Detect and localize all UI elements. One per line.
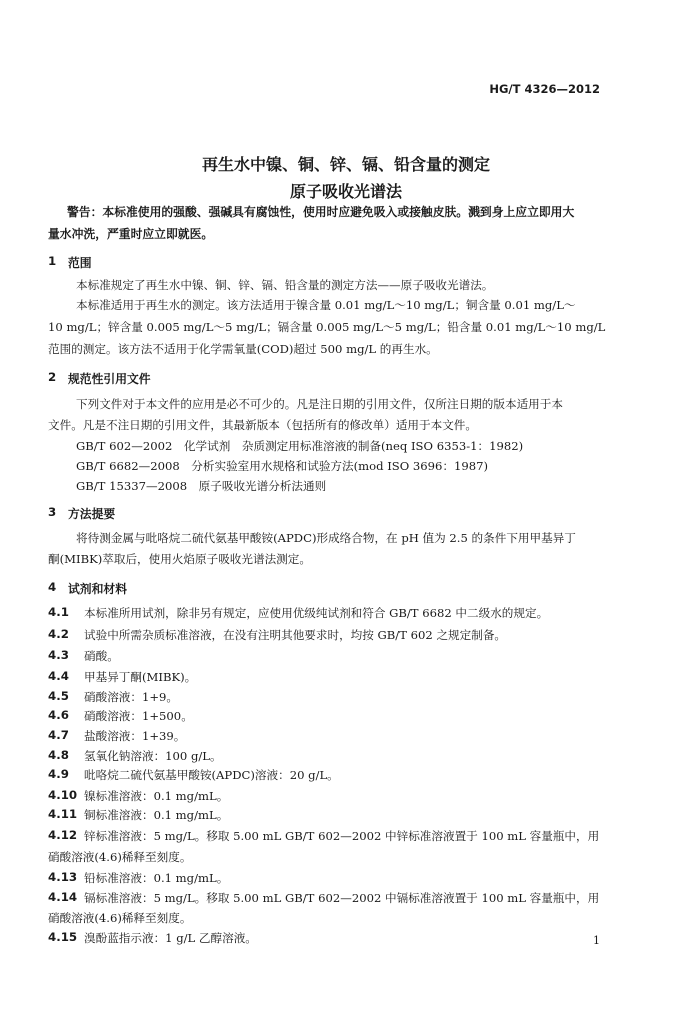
clause-number: 4.2 xyxy=(48,627,69,641)
standard-code: HG/T 4326—2012 xyxy=(489,82,600,96)
clause-number: 4.14 xyxy=(48,890,78,904)
clause-number: 4.13 xyxy=(48,870,78,884)
clause-text: 铅标准溶液：0.1 mg/mL。 xyxy=(84,871,229,885)
clause-text: 硝酸溶液：1+500。 xyxy=(84,709,193,723)
clause-text: 镍标准溶液：0.1 mg/mL。 xyxy=(84,789,229,803)
document-title: 再生水中镍、铜、锌、镉、铅含量的测定 xyxy=(201,155,490,174)
clause-number: 4.1 xyxy=(48,605,69,619)
section-4-number: 4 xyxy=(48,580,57,594)
clause-text: 试验中所需杂质标准溶液，在没有注明其他要求时，均按 GB/T 602 之规定制备。 xyxy=(84,628,507,642)
clause-text-continued: 硝酸溶液(4.6)稀释至刻度。 xyxy=(48,850,192,864)
section-1-paragraph: 范围的测定。该方法不适用于化学需氧量(COD)超过 500 mg/L 的再生水。 xyxy=(48,342,438,356)
section-2-paragraph: 文件。凡是不注日期的引用文件，其最新版本（包括所有的修改单）适用于本文件。 xyxy=(48,418,477,432)
clause-text: 氢氧化钠溶液：100 g/L。 xyxy=(84,749,222,763)
clause-text: 铜标准溶液：0.1 mg/mL。 xyxy=(84,808,229,822)
section-3-paragraph: 将待测金属与吡咯烷二硫代氨基甲酸铵(APDC)形成络合物，在 pH 值为 2.5 的条件下用甲基异丁 xyxy=(76,531,576,545)
section-3-heading: 方法提要 xyxy=(68,507,116,521)
page-number: 1 xyxy=(593,934,600,947)
section-1-paragraph: 10 mg/L；锌含量 0.005 mg/L～5 mg/L；镉含量 0.005 mg/L～5 mg/L；铅含量 0.01 mg/L～10 mg/L xyxy=(48,320,606,334)
section-1-number: 1 xyxy=(48,254,57,268)
section-3-paragraph: 酮(MIBK)萃取后，使用火焰原子吸收光谱法测定。 xyxy=(48,552,311,566)
clause-text: 盐酸溶液：1+39。 xyxy=(84,729,186,743)
clause-number: 4.12 xyxy=(48,828,78,842)
section-1-heading: 范围 xyxy=(68,256,92,270)
clause-text: 硝酸。 xyxy=(84,649,119,663)
clause-number: 4.10 xyxy=(48,788,78,802)
normative-reference: GB/T 6682—2008 分析实验室用水规格和试验方法(mod ISO 3696：1987) xyxy=(76,459,489,473)
clause-text: 锌标准溶液：5 mg/L。移取 5.00 mL GB/T 602—2002 中锌标准溶液置于 100 mL 容量瓶中，用 xyxy=(84,829,600,843)
normative-reference: GB/T 602—2002 化学试剂 杂质测定用标准溶液的制备(neq ISO 6353-1：1982) xyxy=(76,439,524,453)
clause-text: 镉标准溶液：5 mg/L。移取 5.00 mL GB/T 602—2002 中镉标准溶液置于 100 mL 容量瓶中，用 xyxy=(84,891,600,905)
section-2-heading: 规范性引用文件 xyxy=(68,372,151,386)
clause-text: 吡咯烷二硫代氨基甲酸铵(APDC)溶液：20 g/L。 xyxy=(84,768,339,782)
clause-number: 4.15 xyxy=(48,930,78,944)
clause-number: 4.7 xyxy=(48,728,69,742)
clause-number: 4.5 xyxy=(48,689,69,703)
section-1-paragraph: 本标准适用于再生水的测定。该方法适用于镍含量 0.01 mg/L～10 mg/L；铜含量 0.01 mg/L～ xyxy=(76,298,576,312)
clause-number: 4.3 xyxy=(48,648,69,662)
warning-line-1: 警告：本标准使用的强酸、强碱具有腐蚀性，使用时应避免吸入或接触皮肤。溅到身上应立即用大 xyxy=(67,205,575,219)
section-2-paragraph: 下列文件对于本文件的应用是必不可少的。凡是注日期的引用文件，仅所注日期的版本适用于本 xyxy=(76,397,563,411)
clause-number: 4.11 xyxy=(48,807,78,821)
section-4-heading: 试剂和材料 xyxy=(68,582,127,596)
clause-text: 甲基异丁酮(MIBK)。 xyxy=(84,670,197,684)
section-1-paragraph: 本标准规定了再生水中镍、铜、锌、镉、铅含量的测定方法——原子吸收光谱法。 xyxy=(76,278,494,292)
clause-number: 4.6 xyxy=(48,708,69,722)
clause-text-continued: 硝酸溶液(4.6)稀释至刻度。 xyxy=(48,911,192,925)
clause-text: 溴酚蓝指示液：1 g/L 乙醇溶液。 xyxy=(84,931,257,945)
clause-number: 4.9 xyxy=(48,767,69,781)
normative-reference: GB/T 15337—2008 原子吸收光谱分析法通则 xyxy=(76,479,327,493)
section-3-number: 3 xyxy=(48,505,57,519)
document-subtitle: 原子吸收光谱法 xyxy=(289,182,402,201)
clause-number: 4.8 xyxy=(48,748,69,762)
clause-text: 硝酸溶液：1+9。 xyxy=(84,690,179,704)
clause-number: 4.4 xyxy=(48,669,69,683)
section-2-number: 2 xyxy=(48,370,57,384)
clause-text: 本标准所用试剂，除非另有规定，应使用优级纯试剂和符合 GB/T 6682 中二级水的规定。 xyxy=(84,606,549,620)
warning-line-2: 量水冲洗，严重时应立即就医。 xyxy=(48,227,214,241)
